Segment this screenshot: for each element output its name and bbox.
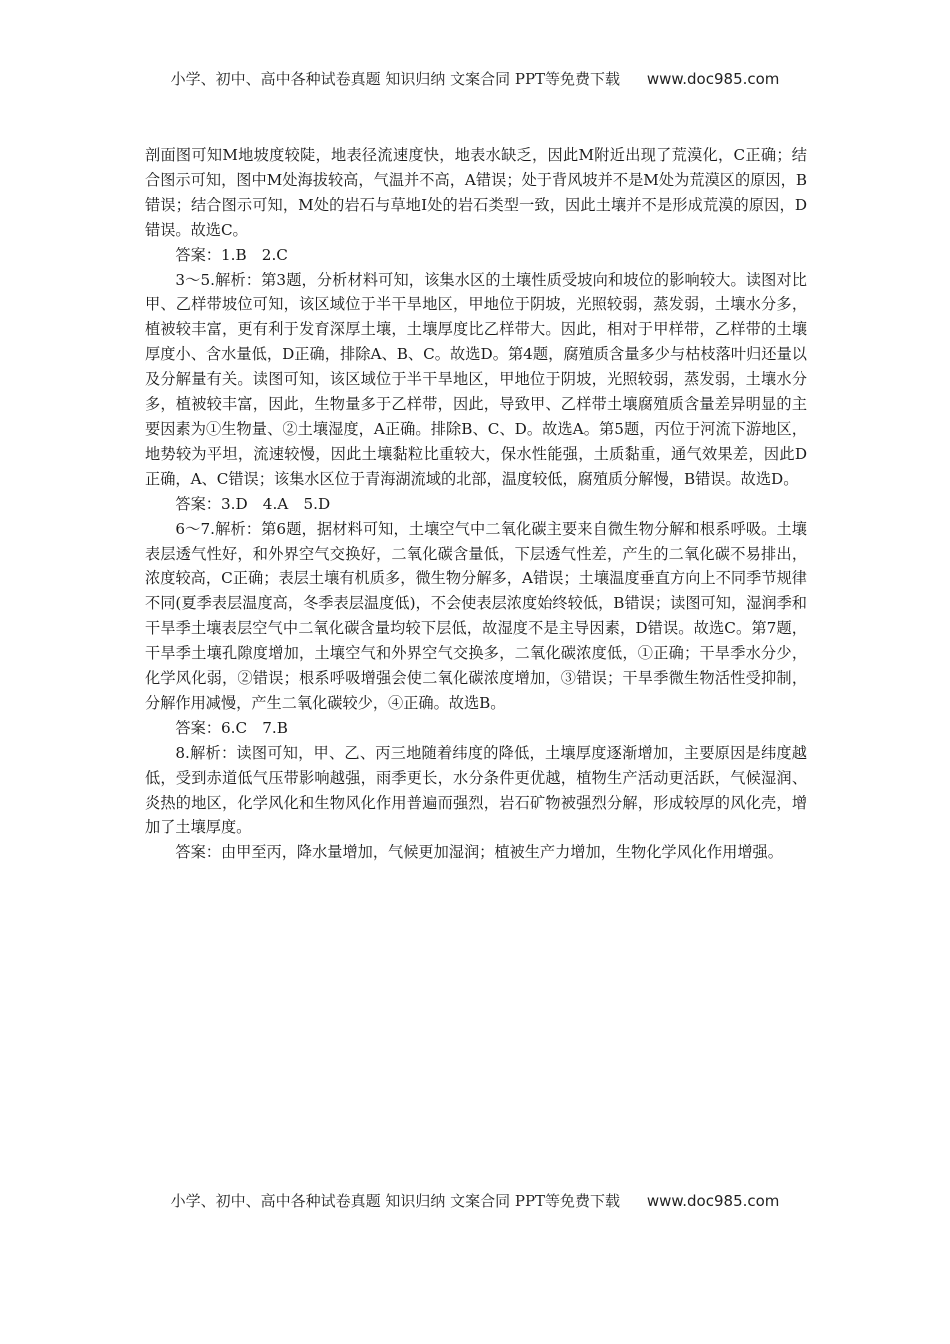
page-footer xyxy=(0,1190,950,1211)
header-text: 小学、初中、高中各种试卷真题 知识归纳 文案合同 PPT等免费下载 xyxy=(170,70,621,88)
page-header xyxy=(0,68,950,89)
analysis-8: 8.解析：读图可知，甲、乙、丙三地随着纬度的降低，土壤厚度逐渐增加，主要原因是纬度越低，受到赤道低气压带影响越强，雨季更长，水分条件更优越，植物生产活动更活跃，气候湿润、炎热的地区，化学风化和生物风化作用普遍而强烈，岩石矿物被强烈分解，形成较厚的风化壳，增加了土壤厚度。 xyxy=(145,743,807,837)
header-site-link[interactable]: www.doc985.com xyxy=(646,70,780,88)
analysis-6-7: 6～7.解析：第6题，据材料可知，土壤空气中二氧化碳主要来自微生物分解和根系呼吸。土壤表层透气性好，和外界空气交换好，二氧化碳含量低，下层透气性差，产生的二氧化碳不易排出，浓度较高，C正确；表层土壤有机质多，微生物分解多，A错误；土壤温度垂直方向上不同季节规律不同(夏季表层温度高，冬季表层温度低)，不会使表层浓度始终较低，B错误；读图可知，湿润季和干旱季土壤表层空气中二氧化碳含量均较下层低，故湿度不是主导因素，D错误。故选C。第7题，干旱季土壤孔隙度增加，土壤空气和外界空气交换多，二氧化碳浓度低，①正确；干旱季水分少，化学风化弱，②错误；根系呼吸增强会使二氧化碳浓度增加，③错误；干旱季微生物活性受抑制，分解作用减慢，产生二氧化碳较少，④正确。故选B。 xyxy=(145,519,807,712)
answer-1-2: 答案：1.B 2.C xyxy=(175,245,288,264)
analysis-3-5: 3～5.解析：第3题，分析材料可知，该集水区的土壤性质受坡向和坡位的影响较大。读图对比甲、乙样带坡位可知，该区域位于半干旱地区，甲地位于阴坡，光照较弱，蒸发弱，土壤水分多，植被较丰富，更有利于发育深厚土壤，土壤厚度比乙样带大。因此，相对于甲样带，乙样带的土壤厚度小、含水量低，D正确，排除A、B、C。故选D。第4题，腐殖质含量多少与枯枝落叶归还量以及分解量有关。读图可知，该区域位于半干旱地区，甲地位于阴坡，光照较弱，蒸发弱，土壤水分多，植被较丰富，因此，生物量多于乙样带，因此，导致甲、乙样带土壤腐殖质含量差异明显的主要因素为①生物量、②土壤湿度，A正确。排除B、C、D。故选A。第5题，丙位于河流下游地区，地势较为平坦，流速较慢，因此土壤黏粒比重较大，保水性能强，土质黏重，通气效果差，因此D正确，A、C错误；该集水区位于青海湖流域的北部，温度较低，腐殖质分解慢，B错误。故选D。 xyxy=(145,270,807,488)
answer-3-5: 答案：3.D 4.A 5.D xyxy=(175,494,331,513)
footer-text: 小学、初中、高中各种试卷真题 知识归纳 文案合同 PPT等免费下载 xyxy=(170,1192,621,1210)
footer-site-link[interactable]: www.doc985.com xyxy=(646,1192,780,1210)
document-body xyxy=(145,143,807,865)
answer-8: 答案：由甲至丙，降水量增加，气候更加湿润；植被生产力增加，生物化学风化作用增强。 xyxy=(175,843,783,862)
paragraph-continuation: 剖面图可知M地坡度较陡，地表径流速度快，地表水缺乏，因此M附近出现了荒漠化，C正确；结合图示可知，图中M处海拔较高，气温并不高，A错误；处于背风坡并不是M处为荒漠区的原因，B错误；结合图示可知，M处的岩石与草地Ⅰ处的岩石类型一致，因此土壤并不是形成荒漠的原因，D错误。故选C。 xyxy=(145,146,807,239)
answer-6-7: 答案：6.C 7.B xyxy=(175,718,288,737)
